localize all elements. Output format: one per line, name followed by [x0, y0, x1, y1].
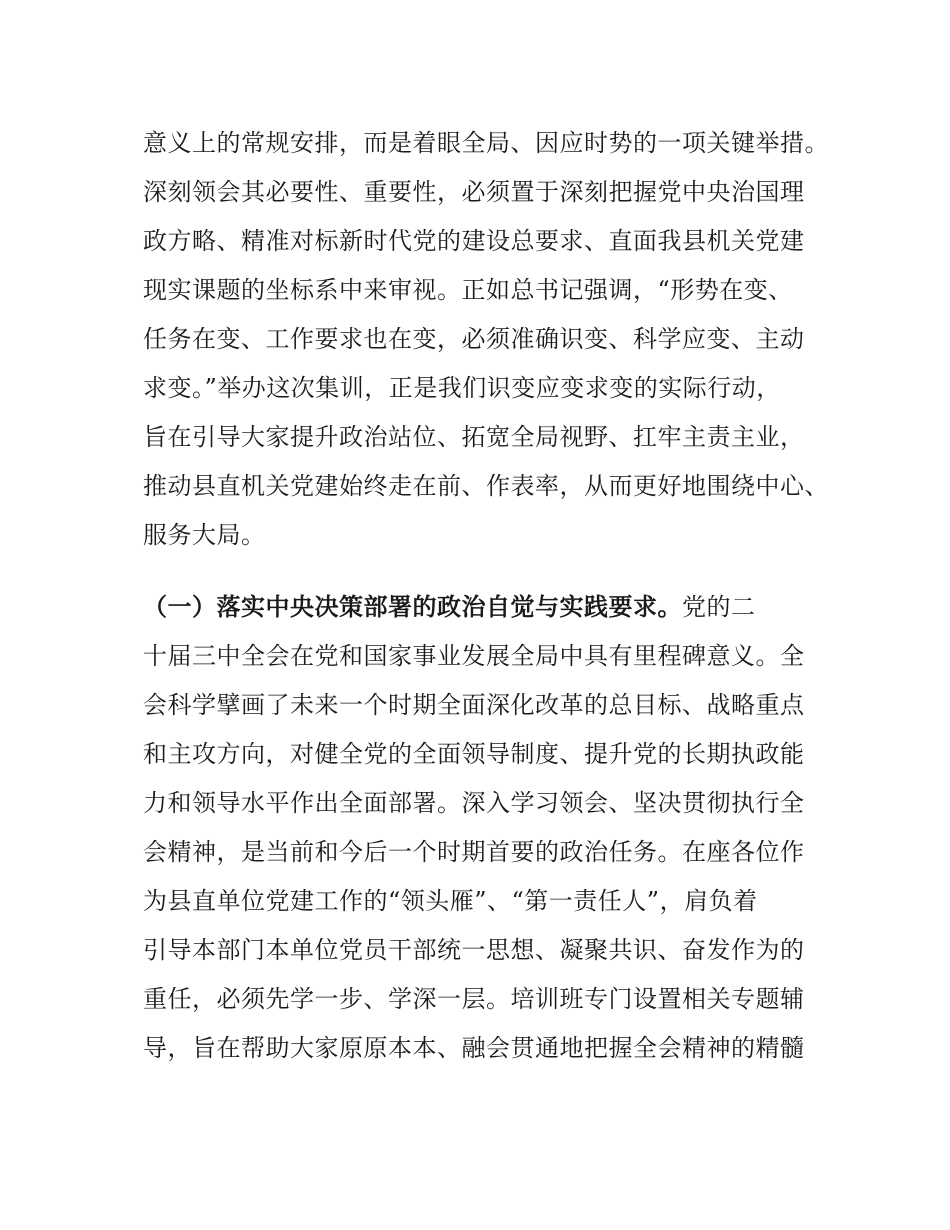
paragraph-line: 会精神，是当前和今后一个时期首要的政治任务。在座各位作: [143, 838, 805, 866]
paragraph-first-line: [143, 583, 833, 632]
paragraph-line: 重任，必须先学一步、学深一层。培训班专门设置相关专题辅: [143, 985, 805, 1013]
paragraph-line: 意义上的常规安排，而是着眼全局、因应时势的一项关键举措。: [143, 129, 829, 157]
paragraph-line: 导，旨在帮助大家原原本本、融会贯通地把握全会精神的精髓: [143, 1034, 805, 1062]
paragraph-line: 十届三中全会在党和国家事业发展全局中具有里程碑意义。全: [143, 642, 805, 670]
paragraph-line: 为县直单位党建工作的“领头雁”、“第一责任人”，肩负着: [143, 887, 758, 915]
paragraph-2: [143, 583, 833, 1073]
paragraph-line: 引导本部门本单位党员干部统一思想、凝聚共识、奋发作为的: [143, 936, 805, 964]
paragraph-line: 现实课题的坐标系中来审视。正如总书记强调，“形势在变、: [143, 276, 793, 304]
paragraph-line-continuation: 党的二: [682, 593, 756, 621]
section-heading: （一）落实中央决策部署的政治自觉与实践要求。: [143, 593, 682, 621]
paragraph-line: 服务大局。: [143, 521, 266, 549]
paragraph-line: 力和领导水平作出全面部署。深入学习领会、坚决贯彻执行全: [143, 789, 805, 817]
paragraph-line: 和主攻方向，对健全党的全面领导制度、提升党的长期执政能: [143, 740, 805, 768]
paragraph-line: 推动县直机关党建始终走在前、作表率，从而更好地围绕中心、: [143, 472, 829, 500]
paragraph-line: 旨在引导大家提升政治站位、拓宽全局视野、扛牢主责主业，: [143, 423, 805, 451]
paragraph-line: 求变。”举办这次集训，正是我们识变应变求变的实际行动，: [143, 374, 781, 402]
paragraph-line: 任务在变、工作要求也在变，必须准确识变、科学应变、主动: [143, 325, 805, 353]
paragraph-line: 深刻领会其必要性、重要性，必须置于深刻把握党中央治国理: [143, 178, 805, 206]
paragraph-1: [143, 119, 833, 560]
paragraph-line: 会科学擘画了未来一个时期全面深化改革的总目标、战略重点: [143, 691, 805, 719]
paragraph-line: 政方略、精准对标新时代党的建设总要求、直面我县机关党建: [143, 227, 805, 255]
